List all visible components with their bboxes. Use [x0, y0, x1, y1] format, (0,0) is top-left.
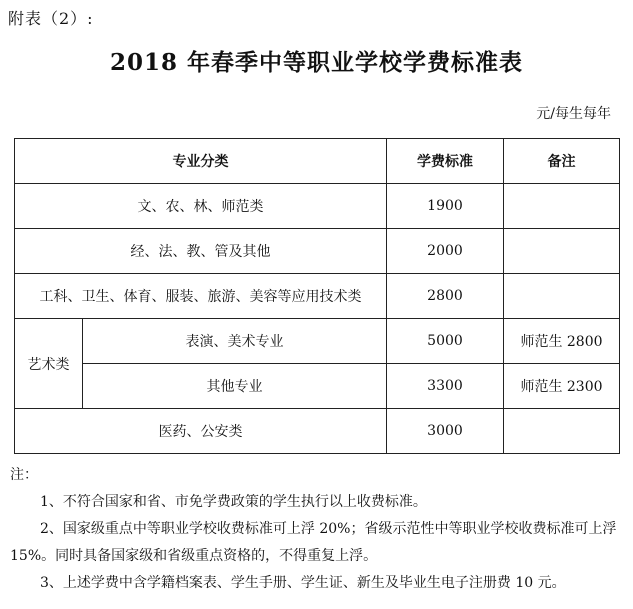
fee-cell: 2000 [387, 229, 504, 274]
table-row [15, 184, 620, 229]
fee-cell: 1900 [387, 184, 504, 229]
arts-group-cell: 艺术类 [15, 319, 83, 409]
table-row [15, 229, 620, 274]
category-cell: 文、农、林、师范类 [15, 184, 387, 229]
unit-note: 元/每生每年 [536, 106, 611, 122]
category-cell: 工科、卫生、体育、服装、旅游、美容等应用技术类 [15, 274, 387, 319]
note-item: 2、国家级重点中等职业学校收费标准可上浮 20%；省级示范性中等职业学校收费标准可上浮 15%。同时具备国家级和省级重点资格的，不得重复上浮。 [10, 521, 617, 564]
table-header-row [15, 139, 620, 184]
table-row [15, 274, 620, 319]
fee-cell: 2800 [387, 274, 504, 319]
category-cell: 经、法、教、管及其他 [15, 229, 387, 274]
attachment-label: 附表（2）: [8, 9, 94, 28]
remark-cell: 师范生 2800 [504, 319, 620, 364]
note-item: 3、上述学费中含学籍档案表、学生手册、学生证、新生及毕业生电子注册费 10 元。 [40, 575, 566, 591]
table-row [15, 319, 620, 364]
remark-cell [504, 274, 620, 319]
table-row [15, 364, 620, 409]
fee-cell: 3300 [387, 364, 504, 409]
fee-table [14, 138, 620, 454]
table-row [15, 409, 620, 454]
category-cell: 医药、公安类 [15, 409, 387, 454]
notes-section [10, 462, 622, 597]
remark-cell [504, 184, 620, 229]
fee-cell: 5000 [387, 319, 504, 364]
header-remark: 备注 [504, 139, 620, 184]
fee-cell: 3000 [387, 409, 504, 454]
remark-cell: 师范生 2300 [504, 364, 620, 409]
note-item: 1、不符合国家和省、市免学费政策的学生执行以上收费标准。 [40, 494, 427, 510]
notes-heading: 注： [10, 467, 38, 483]
category-cell: 表演、美术专业 [83, 319, 387, 364]
category-cell: 其他专业 [83, 364, 387, 409]
remark-cell [504, 229, 620, 274]
page-title: 2018 年春季中等职业学校学费标准表 [109, 49, 524, 76]
header-category: 专业分类 [15, 139, 387, 184]
remark-cell [504, 409, 620, 454]
header-fee: 学费标准 [387, 139, 504, 184]
